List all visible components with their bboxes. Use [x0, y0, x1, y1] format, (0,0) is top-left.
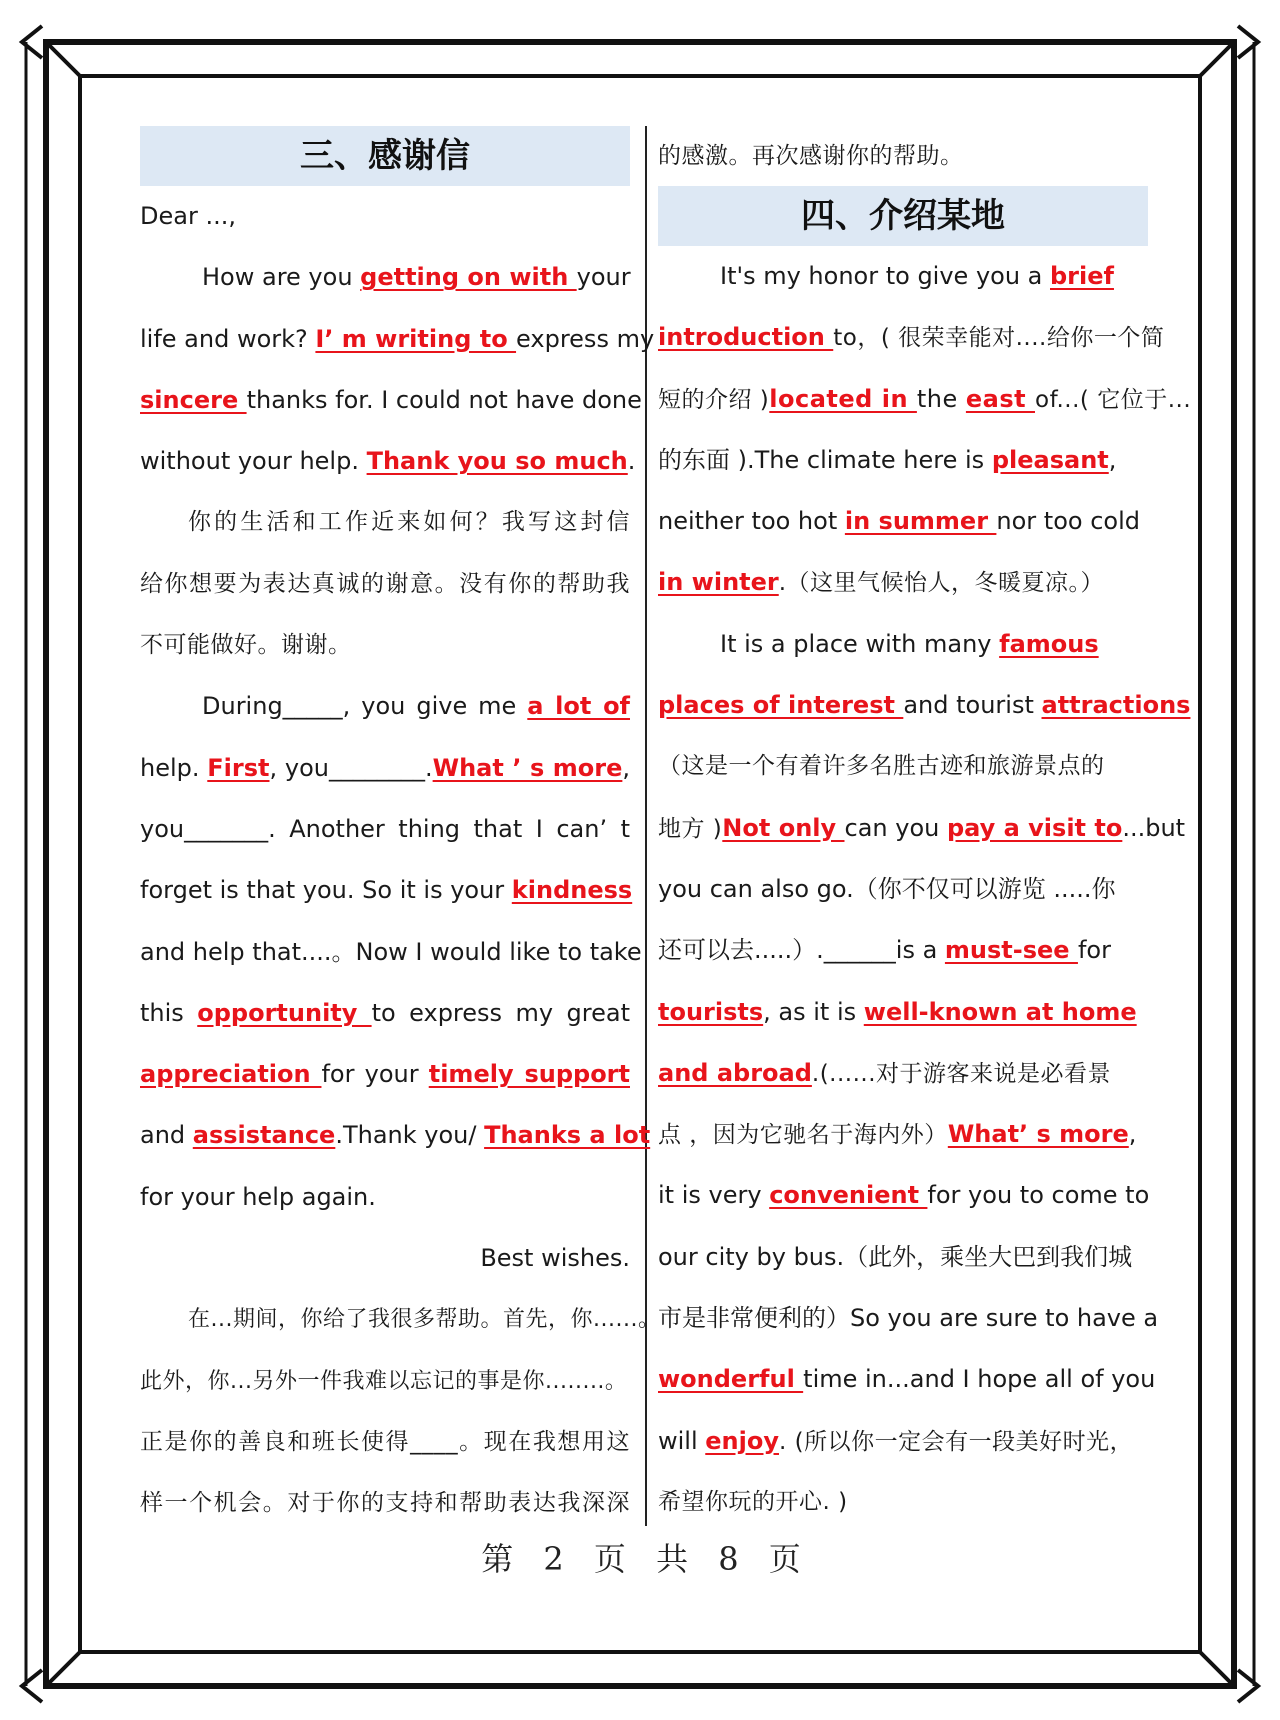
- text-line: How are you getting on with your: [202, 263, 631, 292]
- right-column: [658, 126, 1192, 1533]
- text-line: and help that....。Now I would like to take: [140, 937, 642, 966]
- text-line: help. First, you________.What ’ s more,: [140, 753, 630, 782]
- text-line: 还可以去.....）.______is a must-see for: [658, 936, 1111, 965]
- closing: Best wishes.: [480, 1244, 630, 1273]
- text-line: and abroad.(......对于游客来说是必看景: [658, 1058, 1112, 1087]
- translation-line: 不可能做好。谢谢。: [140, 632, 352, 659]
- text-line: tourists, as it is well-known at home: [658, 997, 1137, 1026]
- text-line: will enjoy. (所以你一定会有一段美好时光，: [658, 1426, 1134, 1455]
- text-line: 市是非常便利的）So you are sure to have a: [658, 1304, 1159, 1333]
- text-line: appreciation for your timely support: [140, 1060, 630, 1089]
- translation-line: 此外，你...另外一件我难以忘记的事是你........。: [140, 1368, 628, 1394]
- section-heading-thank-you-letter: 三、感谢信: [140, 126, 630, 186]
- text-line: you_______. Another thing that I can’ t: [140, 814, 630, 843]
- text-line: life and work? I’ m writing to express my: [140, 324, 655, 353]
- salutation: Dear ...,: [140, 202, 236, 230]
- text-line: It's my honor to give you a brief: [720, 262, 1114, 290]
- document-page: [140, 126, 1192, 1578]
- text-line: During_____, you give me a lot of: [202, 692, 630, 721]
- text-line: for your help again.: [140, 1182, 376, 1211]
- text-line: 点 ，因为它驰名于海内外）What’ s more,: [658, 1120, 1137, 1149]
- translation-line: 你的生活和工作近来如何？我写这封信: [188, 509, 630, 536]
- translation-line: 在...期间，你给了我很多帮助。首先，你......。: [188, 1307, 661, 1333]
- text-line: our city by bus.（此外，乘坐大巴到我们城: [658, 1242, 1133, 1271]
- translation-line: （这是一个有着许多名胜古迹和旅游景点的: [658, 753, 1105, 780]
- text-line: you can also go.（你不仅可以游览 .....你: [658, 874, 1116, 903]
- translation-line: 样一个机会。对于你的支持和帮助表达我深深: [140, 1490, 630, 1517]
- left-column: [140, 126, 661, 1535]
- translation-line: 希望你玩的开心. ): [658, 1488, 848, 1515]
- text-line: It is a place with many famous: [720, 629, 1099, 658]
- text-line: 短的介绍 )located in the east of...( 它位于...: [658, 384, 1192, 413]
- text-line: in winter.（这里气候怡人，冬暖夏凉。）: [658, 568, 1105, 597]
- text-line: 地方 )Not only can you pay a visit to...but: [658, 813, 1186, 842]
- text-line: sincere thanks for. I could not have done: [140, 385, 642, 414]
- text-line: it is very convenient for you to come to: [658, 1181, 1150, 1210]
- translation-line: 正是你的善良和班长使得____。现在我想用这: [140, 1428, 630, 1455]
- text-line: places of interest and tourist attractions: [658, 691, 1191, 720]
- translation-line: 的感激。再次感谢你的帮助。: [658, 143, 964, 169]
- page-number-footer: 第 2 页 共 8 页: [481, 1540, 811, 1578]
- section-heading-introduce-place: 四、介绍某地: [658, 186, 1148, 246]
- text-line: and assistance.Thank you/ Thanks a lot: [140, 1121, 651, 1150]
- text-line: this opportunity to express my great: [140, 998, 630, 1027]
- translation-line: 给你想要为表达真诚的谢意。没有你的帮助我: [140, 570, 630, 597]
- text-line: introduction to，( 很荣幸能对....给你一个简: [658, 323, 1165, 352]
- text-line: without your help. Thank you so much.: [140, 447, 636, 476]
- text-line: forget is that you. So it is your kindness: [140, 876, 633, 905]
- text-line: neither too hot in summer nor too cold: [658, 507, 1140, 536]
- text-line: wonderful time in...and I hope all of you: [658, 1365, 1156, 1394]
- text-line: 的东面 ).The climate here is pleasant,: [658, 445, 1117, 474]
